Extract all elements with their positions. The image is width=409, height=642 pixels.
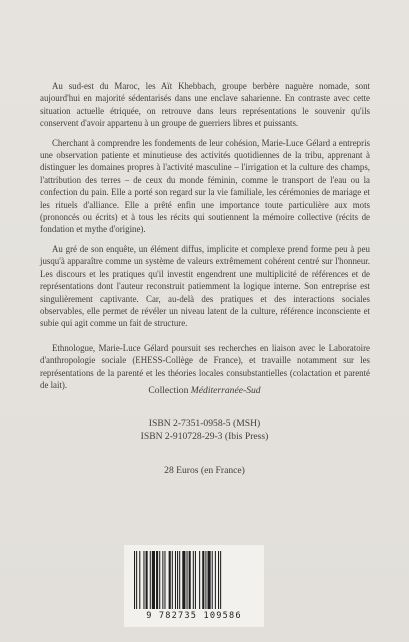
barcode-bar [175,551,176,609]
collection-name: Méditerranée-Sud [190,385,261,396]
barcode-bar [205,551,206,609]
barcode-bar [152,551,155,609]
barcode-bar [177,551,178,609]
price: 28 Euros (en France) [164,465,245,476]
paragraph-method: Cherchant à comprendre les fondements de leur cohésion, Marie-Luce Gélard a entrepris une observation patiente et minutieuse des activités quotidiennes de la tribu, apprenant à distinguer les domaines propres à l'activité masculine – l'irrigation et la culture des champs, l'attribution des terres – de ceux du monde féminin, comme le transport de l'eau ou la confection du pain. Elle a porté son regard sur la vie familiale, les cérémonies de mariage et les rituels d'alliance. Elle a prêté enfin une importance toute particulière aux mots (prononcés ou écrits) et à tous les récits qui soutiennent la mémoire collective (récits de fondation et mythe d'origine). [40,137,370,235]
barcode-bar [164,551,165,609]
barcode-bar [208,551,211,609]
barcode-bars [132,551,256,609]
collection-line [0,384,409,397]
isbn-ibis: ISBN 2-910728-29-3 (Ibis Press) [140,431,269,442]
barcode-bar [172,551,173,609]
barcode-bar [159,551,160,609]
barcode-bar [199,551,200,609]
paragraph-findings: Au gré de son enquête, un élément diffus, implicite et complexe prend forme peu à peu jusqu'à apparaître comme un système de valeurs extrêmement cohérent centré sur l'honneur. Les discours et les pratiques qu'il investit engendrent une multiplicité de références et de représentations dont l'auteur reconstruit patiemment la logique interne. Son entreprise est singulièrement captivante. Car, au-delà des pratiques et des interactions sociales observables, elle permet de révéler un niveau latent de la culture, référence inconsciente et subie qui agit comme un fait de structure. [40,243,370,329]
collection-prefix: Collection [148,385,191,396]
barcode-bar [215,551,216,609]
barcode-bar [202,551,204,609]
barcode-bar [136,551,137,609]
isbn-block [0,417,409,443]
barcode-bar [156,551,158,609]
barcode-bar [189,551,191,609]
blurb [40,80,370,398]
barcode-bar [162,551,163,609]
author-note: Ethnologue, Marie-Luce Gélard poursuit ses recherches en liaison avec le Laboratoire d'anthropologie sociale (EHESS-Collège de France), et travaille notamment sur les représentations de la parenté et les théories locales consubstantielles (colactation et parenté de lait). [40,342,370,390]
barcode-bar [134,551,135,609]
barcode-bar [218,551,219,609]
barcode-bar [146,551,148,609]
barcode-bar [195,551,196,609]
barcode-bar [150,551,151,609]
barcode-bar [193,551,194,609]
barcode-bar [220,551,221,609]
barcode-bar [212,551,213,609]
barcode-bar [139,551,140,609]
barcode-bar [143,551,144,609]
barcode-number: 9 782735 109586 [146,611,242,621]
paragraph-intro: Au sud-est du Maroc, les Aït Khebbach, groupe berbère naguère nomade, sont aujourd'hui en majorité sédentarisés dans une enclave saharienne. En contraste avec cette situation actuelle étriquée, on retrouve dans leurs représentations le souvenir qu'ils conservent d'avoir appartenu à un groupe de guerriers libres et puissants. [40,81,370,129]
barcode [124,545,264,627]
barcode-bar [179,551,180,609]
isbn-msh: ISBN 2-7351-0958-5 (MSH) [148,418,261,429]
barcode-bar [169,551,171,609]
barcode-bar [182,551,185,609]
barcode-bar [187,551,188,609]
